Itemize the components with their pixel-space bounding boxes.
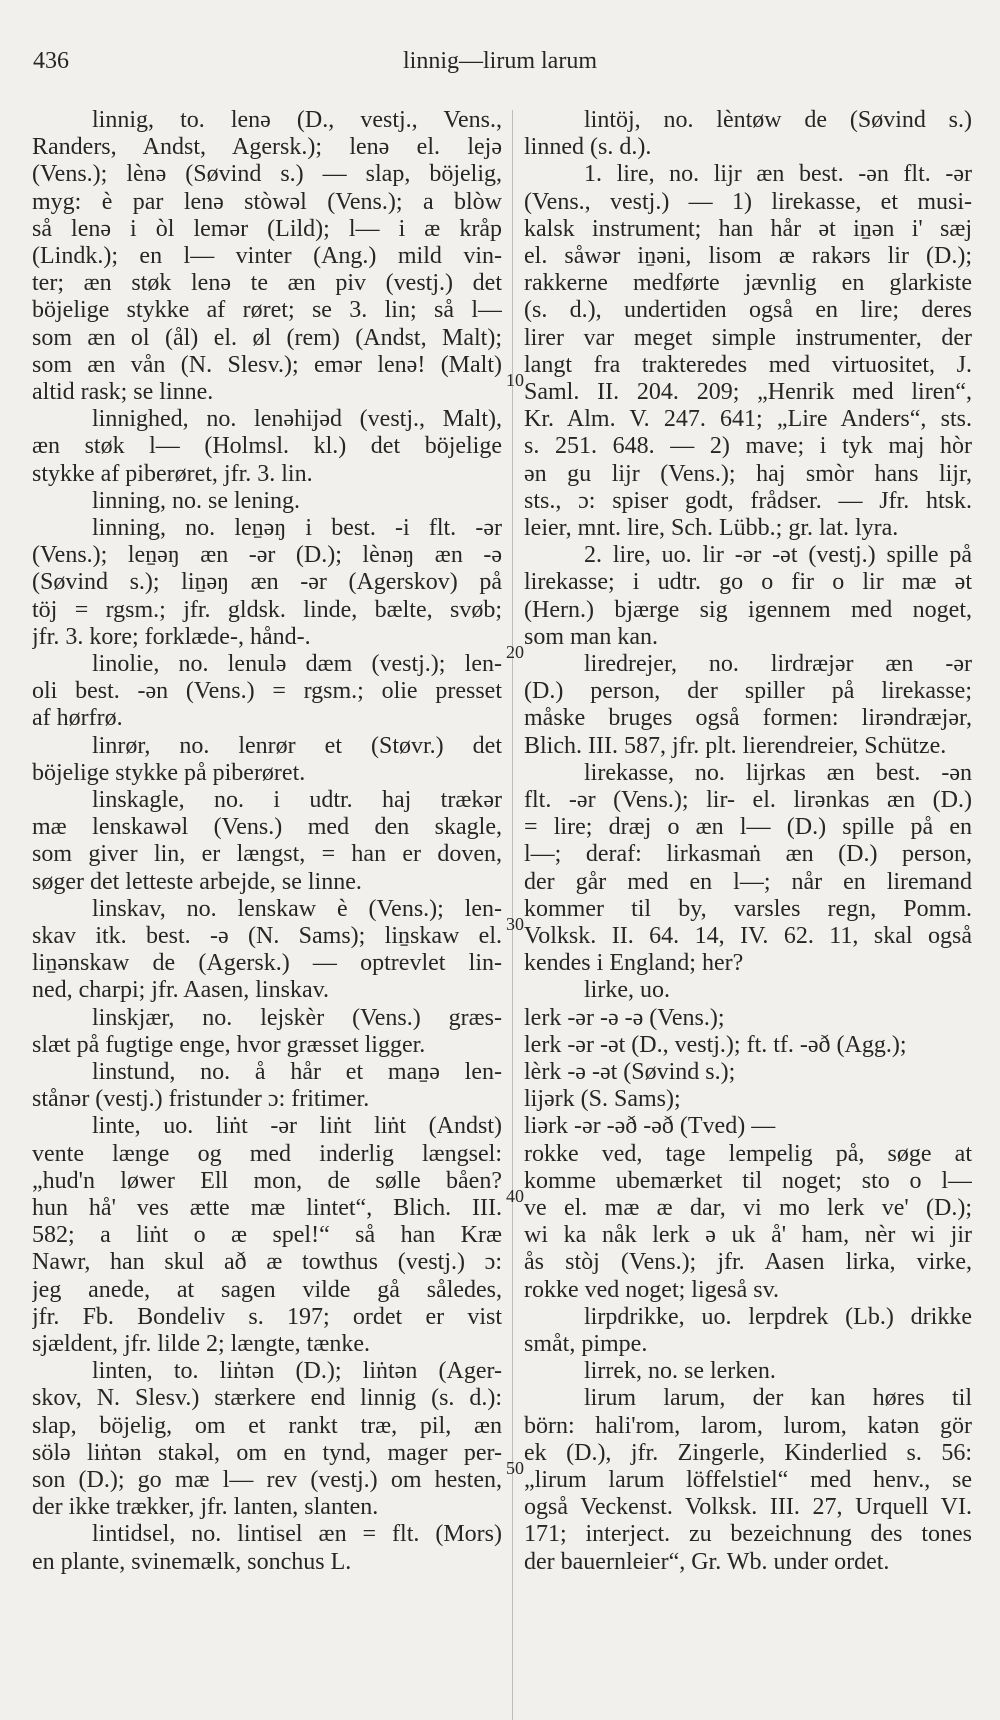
left-column-line: jfr. 3. kore; forklæde-, hånd-. <box>32 624 311 650</box>
right-column-line: der går med en l—; når en liremand <box>524 869 972 895</box>
left-column-line: skov, N. Slesv.) stærkere end linnig (s. d.): <box>32 1385 502 1411</box>
left-column-line: linning, no. se lening. <box>92 488 300 514</box>
running-head: linnig—lirum larum <box>403 48 597 74</box>
right-column-line: rokke ved noget; ligeså sv. <box>524 1277 780 1303</box>
left-column-line: böjelige stykke af røret; se 3. lin; så l— <box>32 297 502 323</box>
right-column-line: el. såwər iṉəni, lisom æ rakərs lir (D.); <box>524 243 972 269</box>
left-column-line: linolie, no. lenulə dæm (vestj.); len- <box>92 651 502 677</box>
left-column-line: linskav, no. lenskaw è (Vens.); len- <box>92 896 502 922</box>
left-column-line: skav itk. best. -ə (N. Sams); liṉskaw el. <box>32 923 502 949</box>
right-column-line: småt, pimpe. <box>524 1331 648 1357</box>
left-column-line: linning, no. leṉəŋ i best. -i flt. -ər <box>92 515 502 541</box>
line-marker-50: 50 <box>506 1458 524 1478</box>
left-column-line: linte, uo. liṅt -ər liṅt liṅt (Andst) <box>92 1113 502 1139</box>
right-column-line: „lirum larum löffelstiel“ med henv., se <box>524 1467 972 1493</box>
left-column-line: af hørfrø. <box>32 705 123 731</box>
left-column-line: mæ lenskawəl (Vens.) med den skagle, <box>32 814 502 840</box>
right-column-line: lerk -ər -ə -ə (Vens.); <box>524 1005 725 1031</box>
left-column-line: hun hå' ves ætte mæ lintet“, Blich. III. <box>32 1195 502 1221</box>
line-marker-40: 40 <box>506 1186 524 1206</box>
left-column-line: æn støk l— (Holmsl. kl.) det böjelige <box>32 433 502 459</box>
right-column-line: langt fra trakteredes med virtuositet, J. <box>524 352 972 378</box>
left-column-line: der ikke trækker, jfr. lanten, slanten. <box>32 1494 379 1520</box>
left-column-line: (Vens.); lènə (Søvind s.) — slap, böjelig, <box>32 161 502 187</box>
left-column-line: lintidsel, no. lintisel æn = flt. (Mors) <box>92 1521 502 1547</box>
line-marker-20: 20 <box>506 642 524 662</box>
right-column-line: sts., ɔ: spiser godt, frådser. — Jfr. htsk. <box>524 488 972 514</box>
right-column-line: lirpdrikke, uo. lerpdrek (Lb.) drikke <box>584 1304 972 1330</box>
left-column-line: Randers, Andst, Agersk.); lenə el. lejə <box>32 134 502 160</box>
left-column-line: som æn ol (ål) el. øl (rem) (Andst, Malt); <box>32 325 502 351</box>
right-column-line: komme ubemærket til noget; sto o l— <box>524 1168 972 1194</box>
left-column-line: 582; a liṅt o æ spel!“ så han Kræ <box>32 1222 502 1248</box>
right-column-line: (s. d.), undertiden også en lire; deres <box>524 297 972 323</box>
left-column-line: linskagle, no. i udtr. haj trækər <box>92 787 502 813</box>
right-column-line: Saml. II. 204. 209; „Henrik med liren“, <box>524 379 972 405</box>
left-column-line: liṉənskaw de (Agersk.) — optrevlet lin- <box>32 950 502 976</box>
left-column-line: myg: è par lenə stòwəl (Vens.); a blòw <box>32 189 502 215</box>
left-column-line: linnig, to. lenə (D., vestj., Vens., <box>92 107 502 133</box>
right-column-line: = lire; dræj o æn l— (D.) spille på en <box>524 814 972 840</box>
right-column-line: lirum larum, der kan høres til <box>584 1385 972 1411</box>
right-column-line: Kr. Alm. V. 247. 641; „Lire Anders“, sts. <box>524 406 972 432</box>
left-column-line: linnighed, no. lenəhijəd (vestj., Malt), <box>92 406 502 432</box>
right-column-line: lirekasse, no. lijrkas æn best. -ən <box>584 760 972 786</box>
right-column-line: kommer til by, varsles regn, Pomm. <box>524 896 972 922</box>
left-column-line: ned, charpi; jfr. Aasen, linskav. <box>32 977 330 1003</box>
left-column-line: oli best. -ən (Vens.) = rgsm.; olie presset <box>32 678 502 704</box>
right-column-line: liərk -ər -əð -əð (Tved) — <box>524 1113 776 1139</box>
right-column-line: leier, mnt. lire, Sch. Lübb.; gr. lat. lyra. <box>524 515 899 541</box>
right-column-line: lirer var meget simple instrumenter, der <box>524 325 972 351</box>
left-column-line: slæt på fugtige enge, hvor græsset ligger. <box>32 1032 426 1058</box>
right-column-line: liredrejer, no. lirdræjər æn -ər <box>584 651 972 677</box>
right-column-line: kalsk instrument; han hår ət iṉən i' sæj <box>524 216 972 242</box>
right-column-line: (Hern.) bjærge sig igennem med noget, <box>524 597 972 623</box>
right-column-line: börn: hali'rom, larom, lurom, katən gör <box>524 1413 972 1439</box>
left-column-line: linrør, no. lenrør et (Støvr.) det <box>92 733 502 759</box>
right-column-line: som man kan. <box>524 624 658 650</box>
right-column-line: (D.) person, der spiller på lirekasse; <box>524 678 972 704</box>
left-column-line: sjældent, jfr. lilde 2; længte, tænke. <box>32 1331 370 1357</box>
left-column-line: vente længe og med inderlig længsel: <box>32 1141 502 1167</box>
right-column-line: ek (D.), jfr. Zingerle, Kinderlied s. 56: <box>524 1440 972 1466</box>
left-column-line: böjelige stykke på piberøret. <box>32 760 306 786</box>
left-column-line: jeg anede, at sagen vilde gå således, <box>32 1277 502 1303</box>
left-column-line: en plante, svinemælk, sonchus L. <box>32 1549 352 1575</box>
left-column-line: (Søvind s.); liṉəŋ æn -ər (Agerskov) på <box>32 569 502 595</box>
right-column-line: ve el. mæ æ dar, vi mo lerk ve' (D.); <box>524 1195 972 1221</box>
right-column-line: Volksk. II. 64. 14, IV. 62. 11, skal også <box>524 923 972 949</box>
right-column-line: lirrek, no. se lerken. <box>584 1358 776 1384</box>
right-column-line: der bauernleier“, Gr. Wb. under ordet. <box>524 1549 890 1575</box>
right-column-line: også Veckenst. Volksk. III. 27, Urquell VI. <box>524 1494 972 1520</box>
left-column-line: slap, böjelig, om et rankt træ, pil, æn <box>32 1413 502 1439</box>
left-column-line: töj = rgsm.; jfr. gldsk. linde, bælte, svøb; <box>32 597 502 623</box>
left-column-line: linten, to. liṅtən (D.); liṅtən (Ager- <box>92 1358 502 1384</box>
right-column-line: l—; deraf: lirkasmaṅ æn (D.) person, <box>524 841 972 867</box>
right-column-line: 2. lire, uo. lir -ər -ət (vestj.) spille på <box>584 542 972 568</box>
right-column-line: rakkerne medførte jævnlig en glarkiste <box>524 270 972 296</box>
left-column-line: (Lindk.); en l— vinter (Ang.) mild vin- <box>32 243 502 269</box>
left-column-line: sölə liṅtən stakəl, om en tynd, mager per- <box>32 1440 502 1466</box>
left-column-line: stånər (vestj.) fristunder ɔ: fritimer. <box>32 1086 370 1112</box>
right-column-line: 1. lire, no. lijr æn best. -ən flt. -ər <box>584 161 972 187</box>
left-column-line: jfr. Fb. Bondeliv s. 197; ordet er vist <box>32 1304 502 1330</box>
left-column-line: Nawr, han skul að æ towthus (vestj.) ɔ: <box>32 1249 502 1275</box>
right-column-line: lirke, uo. <box>584 977 670 1003</box>
right-column-line: måske bruges også formen: lirəndræjər, <box>524 705 972 731</box>
left-column-line: ter; æn støk lenə te æn piv (vestj.) det <box>32 270 502 296</box>
left-column-line: „hud'n løwer Ell mon, de sølle båen? <box>32 1168 502 1194</box>
left-column-line: linskjær, no. lejskèr (Vens.) græs- <box>92 1005 502 1031</box>
right-column-line: lerk -ər -ət (D., vestj.); ft. tf. -əð (Agg.); <box>524 1032 907 1058</box>
left-column-line: (Vens.); leṉəŋ æn -ər (D.); lènəŋ æn -ə <box>32 542 502 568</box>
right-column-line: linned (s. d.). <box>524 134 652 160</box>
left-column-line: som æn vån (N. Slesv.); emər lenə! (Malt) <box>32 352 502 378</box>
line-marker-30: 30 <box>506 914 524 934</box>
left-column-line: stykke af piberøret, jfr. 3. lin. <box>32 461 313 487</box>
right-column-line: wi ka nåk lerk ə uk å' ham, nèr wi jir <box>524 1222 972 1248</box>
right-column-line: 171; interject. zu bezeichnung des tones <box>524 1521 972 1547</box>
line-marker-10: 10 <box>506 370 524 390</box>
right-column-line: (Vens., vestj.) — 1) lirekasse, et musi- <box>524 189 972 215</box>
left-column-line: søger det letteste arbejde, se linne. <box>32 869 362 895</box>
right-column-line: flt. -ər (Vens.); lir- el. lirənkas æn (D.) <box>524 787 972 813</box>
page-number: 436 <box>33 48 69 74</box>
right-column-line: s. 251. 648. — 2) mave; i tyk maj hòr <box>524 433 972 459</box>
right-column-line: ås stòj (Vens.); jfr. Aasen lirka, virke, <box>524 1249 972 1275</box>
left-column-line: altid rask; se linne. <box>32 379 214 405</box>
right-column-line: lèrk -ə -ət (Søvind s.); <box>524 1059 736 1085</box>
left-column-line: son (D.); go mæ l— rev (vestj.) om hesten, <box>32 1467 502 1493</box>
right-column-line: ən gu lijr (Vens.); haj smòr hans lijr, <box>524 461 972 487</box>
right-column-line: kendes i England; her? <box>524 950 744 976</box>
right-column-line: rokke ved, tage lempelig på, søge at <box>524 1141 972 1167</box>
left-column-line: som giver lin, er længst, = han er doven, <box>32 841 502 867</box>
right-column-line: lintöj, no. lèntøw de (Søvind s.) <box>584 107 972 133</box>
left-column-line: linstund, no. å hår et maṉə len- <box>92 1059 502 1085</box>
right-column-line: lijərk (S. Sams); <box>524 1086 681 1112</box>
right-column-line: Blich. III. 587, jfr. plt. lierendreier, Schütze. <box>524 733 947 759</box>
right-column-line: lirekasse; i udtr. go o fir o lir mæ ət <box>524 569 972 595</box>
left-column-line: så lenə i òl lemər (Lild); l— i æ kråp <box>32 216 502 242</box>
